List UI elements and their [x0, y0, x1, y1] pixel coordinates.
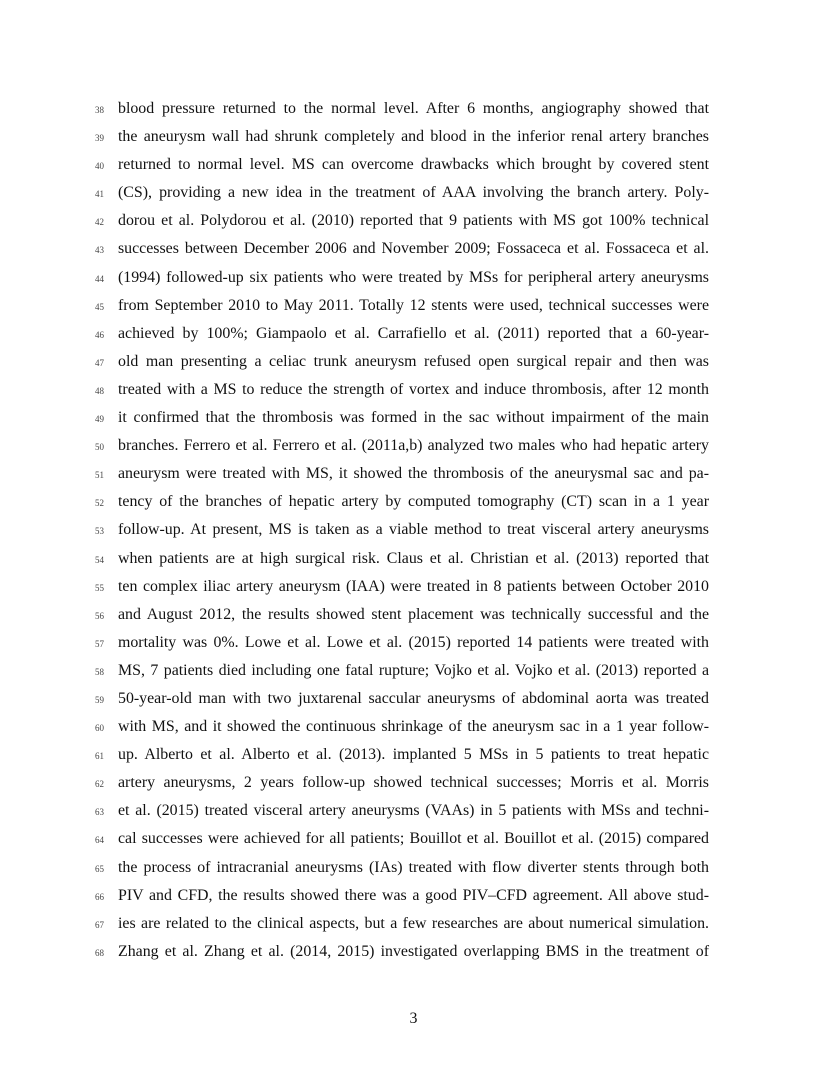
line-content: ten complex iliac artery aneurysm (IAA) were treated in 8 patients between October 2010 — [118, 577, 709, 595]
line-content: treated with a MS to reduce the strength of vortex and induce thrombosis, after 12 month — [118, 380, 709, 398]
line-number: 60 — [95, 723, 104, 734]
text-line — [0, 741, 827, 769]
line-content: ies are related to the clinical aspects, but a few researches are about numerical simulation. — [118, 914, 709, 932]
line-number: 55 — [95, 582, 104, 593]
text-line — [0, 629, 827, 657]
line-number: 68 — [95, 947, 104, 958]
text-line — [0, 797, 827, 825]
line-content: the aneurysm wall had shrunk completely and blood in the inferior renal artery branches — [118, 128, 709, 146]
line-number: 62 — [95, 779, 104, 790]
line-number: 46 — [95, 329, 104, 340]
line-number: 59 — [95, 694, 104, 705]
line-content: from September 2010 to May 2011. Totally 12 stents were used, technical successes were — [118, 296, 709, 314]
text-line — [0, 854, 827, 882]
line-number: 64 — [95, 835, 104, 846]
line-number: 42 — [95, 217, 104, 228]
line-content: branches. Ferrero et al. Ferrero et al. (2011a,b) analyzed two males who had hepatic artery — [118, 437, 709, 455]
text-line — [0, 882, 827, 910]
line-content: up. Alberto et al. Alberto et al. (2013). implanted 5 MSs in 5 patients to treat hepatic — [118, 746, 709, 764]
text-line — [0, 179, 827, 207]
line-content: Zhang et al. Zhang et al. (2014, 2015) investigated overlapping BMS in the treatment of — [118, 942, 709, 960]
text-line — [0, 573, 827, 601]
text-line — [0, 123, 827, 151]
text-line — [0, 320, 827, 348]
text-line — [0, 685, 827, 713]
line-number: 56 — [95, 610, 104, 621]
text-line — [0, 292, 827, 320]
line-number: 61 — [95, 751, 104, 762]
body-text — [0, 95, 827, 966]
page-number: 3 — [409, 1010, 418, 1027]
line-number: 58 — [95, 666, 104, 677]
text-line — [0, 825, 827, 853]
line-number: 54 — [95, 554, 104, 565]
line-number: 39 — [95, 133, 104, 144]
line-content: aneurysm were treated with MS, it showed the thrombosis of the aneurysmal sac and pa- — [118, 465, 709, 483]
text-line — [0, 910, 827, 938]
line-number: 44 — [95, 273, 104, 284]
line-number: 53 — [95, 526, 104, 537]
line-content: and August 2012, the results showed stent placement was technically successful and the — [118, 605, 709, 623]
line-content: successes between December 2006 and November 2009; Fossaceca et al. Fossaceca et al. — [118, 240, 709, 258]
line-content: when patients are at high surgical risk. Claus et al. Christian et al. (2013) reported that — [118, 549, 709, 567]
line-content: it confirmed that the thrombosis was formed in the sac without impairment of the main — [118, 409, 709, 427]
line-number: 67 — [95, 919, 104, 930]
line-content: blood pressure returned to the normal level. After 6 months, angiography showed that — [118, 100, 709, 117]
line-content: follow-up. At present, MS is taken as a viable method to treat visceral artery aneurysms — [118, 521, 709, 539]
line-number: 51 — [95, 470, 104, 481]
line-number: 38 — [95, 105, 104, 115]
line-content: cal successes were achieved for all patients; Bouillot et al. Bouillot et al. (2015) compared — [118, 830, 709, 848]
line-number: 47 — [95, 357, 104, 368]
line-content: (1994) followed-up six patients who were treated by MSs for peripheral artery aneurysms — [118, 268, 709, 286]
line-number: 48 — [95, 385, 104, 396]
line-number: 41 — [95, 189, 104, 200]
line-content: returned to normal level. MS can overcome drawbacks which brought by covered stent — [118, 156, 709, 174]
line-content: PIV and CFD, the results showed there was a good PIV–CFD agreement. All above stud- — [118, 886, 709, 904]
line-number: 52 — [95, 498, 104, 509]
line-content: mortality was 0%. Lowe et al. Lowe et al. (2015) reported 14 patients were treated with — [118, 633, 709, 651]
line-number: 66 — [95, 891, 104, 902]
line-number: 49 — [95, 414, 104, 425]
line-content: with MS, and it showed the continuous shrinkage of the aneurysm sac in a 1 year follow- — [118, 718, 709, 736]
text-line — [0, 488, 827, 516]
text-line — [0, 151, 827, 179]
text-line — [0, 376, 827, 404]
text-line — [0, 404, 827, 432]
text-line — [0, 235, 827, 263]
line-content: the process of intracranial aneurysms (IAs) treated with flow diverter stents through both — [118, 858, 709, 876]
text-line — [0, 264, 827, 292]
text-line — [0, 769, 827, 797]
text-line — [0, 207, 827, 235]
text-line — [0, 348, 827, 376]
text-line — [0, 938, 827, 966]
line-number: 50 — [95, 442, 104, 453]
text-line — [0, 95, 827, 123]
text-line — [0, 432, 827, 460]
line-number: 65 — [95, 863, 104, 874]
line-content: achieved by 100%; Giampaolo et al. Carrafiello et al. (2011) reported that a 60-year- — [118, 324, 709, 342]
line-number: 57 — [95, 638, 104, 649]
text-line — [0, 460, 827, 488]
line-content: MS, 7 patients died including one fatal rupture; Vojko et al. Vojko et al. (2013) reported a — [118, 661, 709, 679]
line-number: 40 — [95, 161, 104, 172]
line-content: tency of the branches of hepatic artery by computed tomography (CT) scan in a 1 year — [118, 493, 709, 511]
text-line — [0, 516, 827, 544]
text-line — [0, 657, 827, 685]
line-number: 43 — [95, 245, 104, 256]
line-content: 50-year-old man with two juxtarenal saccular aneurysms of abdominal aorta was treated — [118, 689, 709, 707]
line-content: (CS), providing a new idea in the treatment of AAA involving the branch artery. Poly- — [118, 184, 709, 202]
text-line — [0, 545, 827, 573]
line-number: 63 — [95, 807, 104, 818]
line-content: old man presenting a celiac trunk aneurysm refused open surgical repair and then was — [118, 352, 709, 370]
text-line — [0, 713, 827, 741]
line-content: dorou et al. Polydorou et al. (2010) reported that 9 patients with MS got 100% technical — [118, 212, 709, 230]
line-number: 45 — [95, 301, 104, 312]
line-content: et al. (2015) treated visceral artery aneurysms (VAAs) in 5 patients with MSs and techni- — [118, 802, 709, 820]
text-line — [0, 601, 827, 629]
line-content: artery aneurysms, 2 years follow-up showed technical successes; Morris et al. Morris — [118, 774, 709, 792]
